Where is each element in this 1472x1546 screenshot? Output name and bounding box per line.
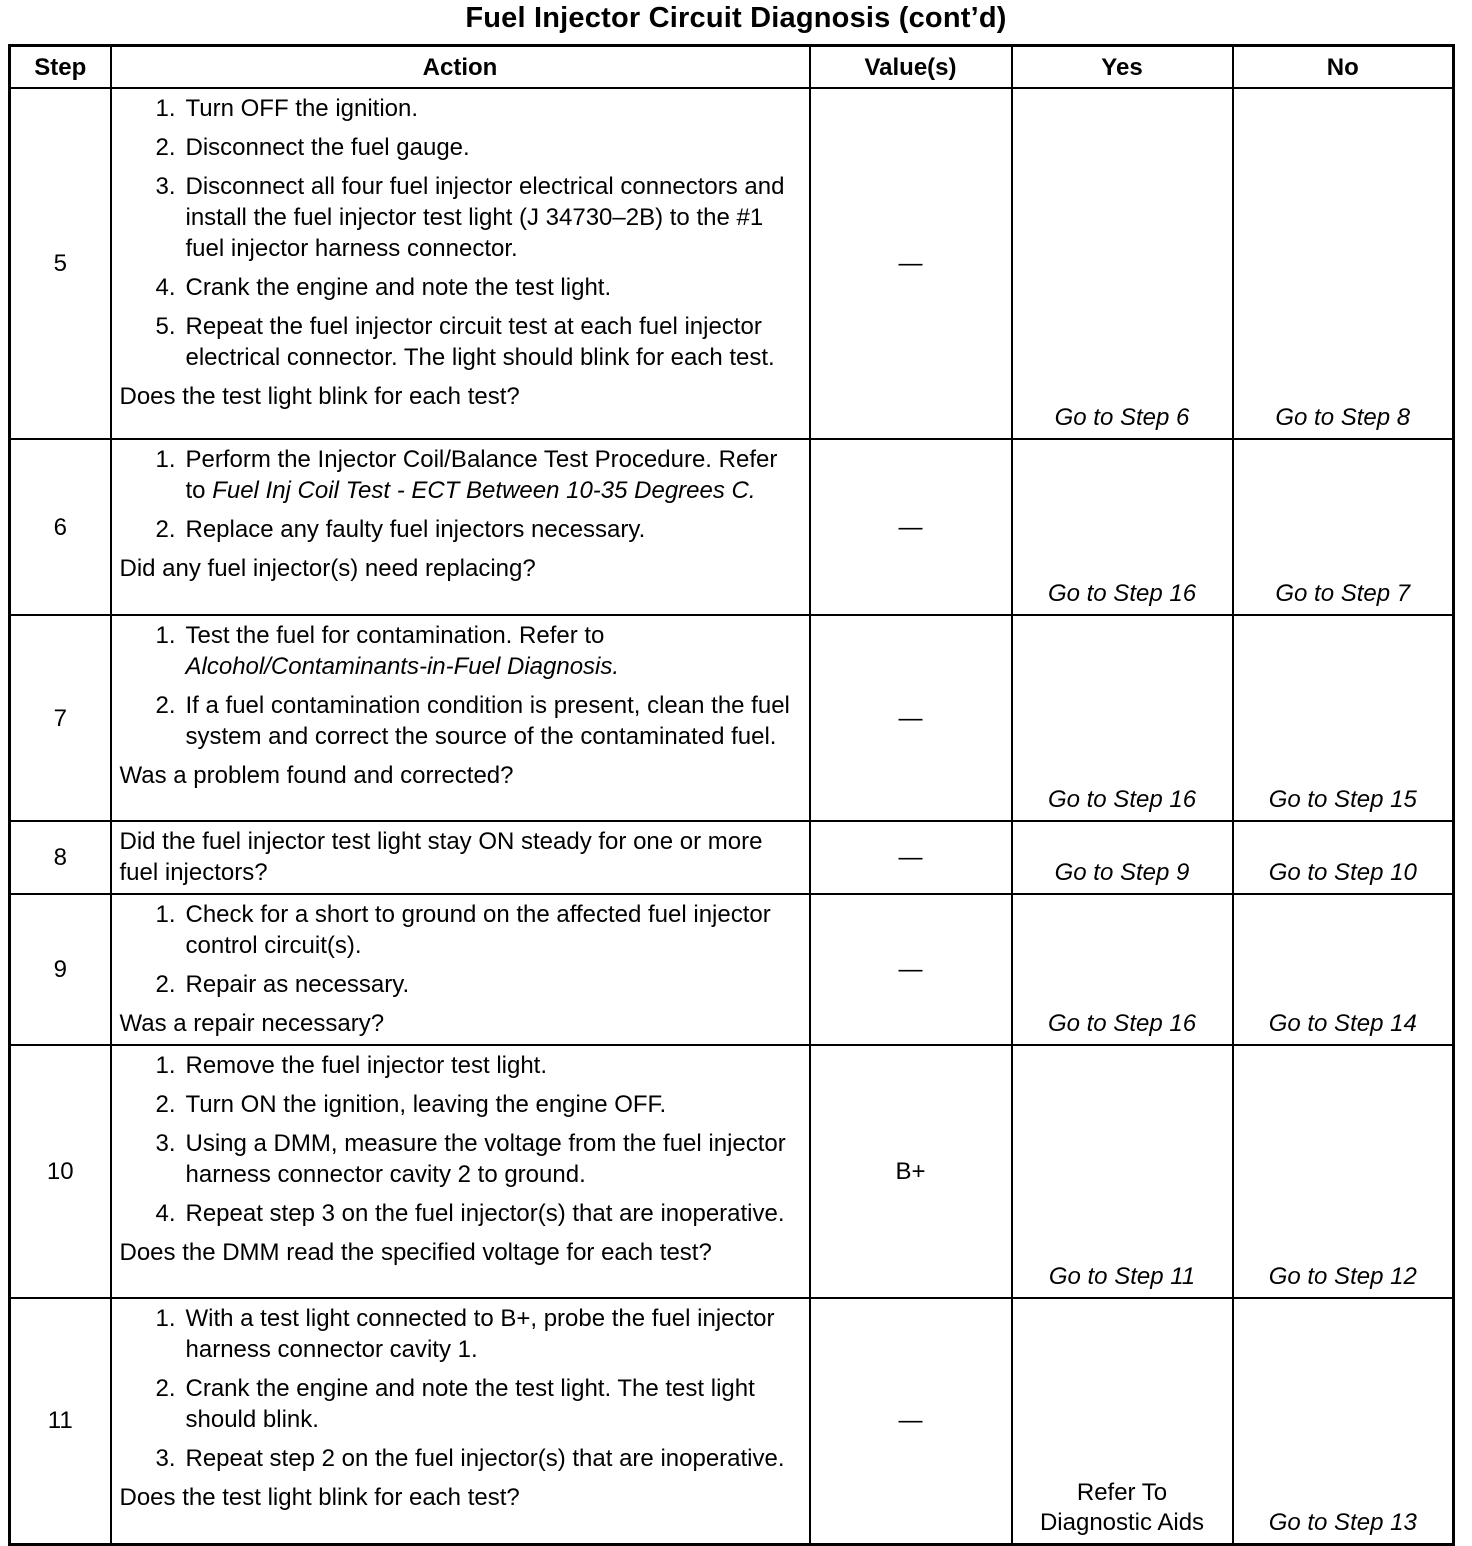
list-item-text: Perform the Injector Coil/Balance Test Procedure. Refer to: [185, 446, 778, 504]
step-question: Was a repair necessary?: [119, 1010, 385, 1037]
list-item-number: 1.: [155, 901, 176, 928]
list-item: [120, 1089, 801, 1120]
list-item-number: 3.: [155, 1445, 176, 1472]
value-cell: —: [810, 439, 1012, 615]
list-item-text: Crank the engine and note the test light. The test light should blink.: [185, 1375, 755, 1433]
list-item-text: Remove the fuel injector test light.: [185, 1052, 548, 1079]
action-steps-list: [120, 620, 801, 752]
step-number: 10: [10, 1045, 111, 1298]
list-item-number: 4.: [155, 274, 176, 301]
list-item-text: Repair as necessary.: [185, 971, 410, 998]
step-number: 9: [10, 894, 111, 1045]
step-number: 5: [10, 88, 111, 439]
table-row: [10, 88, 1454, 439]
column-header-action: Action: [111, 46, 810, 89]
list-item: [120, 272, 801, 303]
table-row: [10, 1045, 1454, 1298]
list-item: [120, 1198, 801, 1229]
step-number: 11: [10, 1298, 111, 1544]
list-item: [120, 969, 801, 1000]
list-item-number: 1.: [155, 1052, 176, 1079]
list-item-text: Repeat step 3 on the fuel injector(s) that are inoperative.: [185, 1200, 785, 1227]
action-cell: [111, 821, 810, 894]
no-result: Go to Step 15: [1233, 615, 1454, 821]
column-header-yes: Yes: [1012, 46, 1233, 89]
step-question: Does the test light blink for each test?: [119, 1484, 520, 1511]
action-cell: [111, 894, 810, 1045]
action-steps-list: [120, 899, 801, 1000]
yes-result: Go to Step 6: [1012, 88, 1233, 439]
action-cell: [111, 615, 810, 821]
yes-result: Go to Step 16: [1012, 894, 1233, 1045]
list-item-text: Repeat the fuel injector circuit test at each fuel injector electrical connector. The light should blink for each test.: [185, 313, 775, 371]
step-question: Did any fuel injector(s) need replacing?: [119, 555, 536, 582]
list-item: [120, 1050, 801, 1081]
list-item-text: Using a DMM, measure the voltage from the fuel injector harness connector cavity 2 to ground.: [185, 1130, 786, 1188]
value-cell: B+: [810, 1045, 1012, 1298]
list-item-number: 2.: [155, 516, 176, 543]
table-row: [10, 439, 1454, 615]
list-item: [120, 93, 801, 124]
list-item-number: 2.: [155, 971, 176, 998]
list-item-number: 1.: [155, 1305, 176, 1332]
yes-result: Go to Step 9: [1012, 821, 1233, 894]
list-item: [120, 514, 801, 545]
list-item: [120, 444, 801, 506]
table-row: [10, 821, 1454, 894]
list-item: [120, 171, 801, 264]
list-item-number: 2.: [155, 1375, 176, 1402]
action-cell: [111, 1298, 810, 1544]
yes-result: Go to Step 16: [1012, 439, 1233, 615]
column-header-step: Step: [10, 46, 111, 89]
no-result: Go to Step 12: [1233, 1045, 1454, 1298]
action-steps-list: [120, 444, 801, 545]
list-item-number: 1.: [155, 446, 176, 473]
list-item: [120, 1373, 801, 1435]
yes-result: Go to Step 16: [1012, 615, 1233, 821]
table-row: [10, 894, 1454, 1045]
list-item-number: 2.: [155, 1091, 176, 1118]
action-steps-list: [120, 1303, 801, 1474]
list-item-number: 3.: [155, 1130, 176, 1157]
value-cell: —: [810, 894, 1012, 1045]
list-item-text: Crank the engine and note the test light.: [185, 274, 612, 301]
step-question: Does the DMM read the specified voltage for each test?: [119, 1239, 712, 1266]
step-number: 6: [10, 439, 111, 615]
yes-result: Refer To Diagnostic Aids: [1012, 1298, 1233, 1544]
list-item-number: 2.: [155, 692, 176, 719]
list-item-number: 1.: [155, 622, 176, 649]
no-result: Go to Step 8: [1233, 88, 1454, 439]
table-row: [10, 615, 1454, 821]
list-item: [120, 1443, 801, 1474]
list-item-text: Test the fuel for contamination. Refer to: [185, 622, 605, 649]
step-number: 8: [10, 821, 111, 894]
action-steps-list: [120, 1050, 801, 1229]
reference-link: Fuel Inj Coil Test - ECT Between 10-35 Degrees C.: [212, 477, 756, 504]
list-item-text: Check for a short to ground on the affected fuel injector control circuit(s).: [185, 901, 771, 959]
no-result: Go to Step 13: [1233, 1298, 1454, 1544]
list-item: [120, 132, 801, 163]
list-item-text: Repeat step 2 on the fuel injector(s) that are inoperative.: [185, 1445, 785, 1472]
table-row: [10, 1298, 1454, 1544]
value-cell: —: [810, 615, 1012, 821]
list-item: [120, 1303, 801, 1365]
list-item-text: With a test light connected to B+, probe the fuel injector harness connector cavity 1.: [185, 1305, 775, 1363]
diagnosis-table: [8, 44, 1455, 1546]
action-cell: [111, 88, 810, 439]
list-item-text: Turn OFF the ignition.: [185, 95, 419, 122]
list-item-number: 5.: [155, 313, 176, 340]
list-item: [120, 690, 801, 752]
page-title: Fuel Injector Circuit Diagnosis (cont’d): [465, 2, 1007, 34]
no-result: Go to Step 10: [1233, 821, 1454, 894]
list-item-number: 2.: [155, 134, 176, 161]
value-cell: —: [810, 88, 1012, 439]
action-cell: [111, 439, 810, 615]
list-item: [120, 1128, 801, 1190]
list-item: [120, 620, 801, 682]
yes-result: Go to Step 11: [1012, 1045, 1233, 1298]
column-header-value: Value(s): [810, 46, 1012, 89]
list-item-number: 1.: [155, 95, 176, 122]
list-item-number: 4.: [155, 1200, 176, 1227]
header-row: [10, 46, 1454, 89]
list-item-text: If a fuel contamination condition is present, clean the fuel system and correct the source of the contaminated fuel.: [185, 692, 790, 750]
value-cell: —: [810, 821, 1012, 894]
action-cell: [111, 1045, 810, 1298]
list-item-text: Turn ON the ignition, leaving the engine OFF.: [185, 1091, 667, 1118]
list-item-text: Disconnect all four fuel injector electrical connectors and install the fuel injector test light (J 34730–2B) to the #1 fuel injector harness connector.: [185, 173, 785, 262]
no-result: Go to Step 14: [1233, 894, 1454, 1045]
column-header-no: No: [1233, 46, 1454, 89]
action-steps-list: [120, 93, 801, 373]
list-item-text: Disconnect the fuel gauge.: [185, 134, 470, 161]
step-question: Does the test light blink for each test?: [119, 383, 520, 410]
list-item: [120, 311, 801, 373]
no-result: Go to Step 7: [1233, 439, 1454, 615]
list-item: [120, 899, 801, 961]
list-item-number: 3.: [155, 173, 176, 200]
step-question: Was a problem found and corrected?: [119, 762, 514, 789]
step-question: Did the fuel injector test light stay ON steady for one or more fuel injectors?: [119, 828, 763, 886]
value-cell: —: [810, 1298, 1012, 1544]
reference-link: Alcohol/Contaminants-in-Fuel Diagnosis.: [185, 653, 620, 680]
step-number: 7: [10, 615, 111, 821]
list-item-text: Replace any faulty fuel injectors necessary.: [185, 516, 646, 543]
